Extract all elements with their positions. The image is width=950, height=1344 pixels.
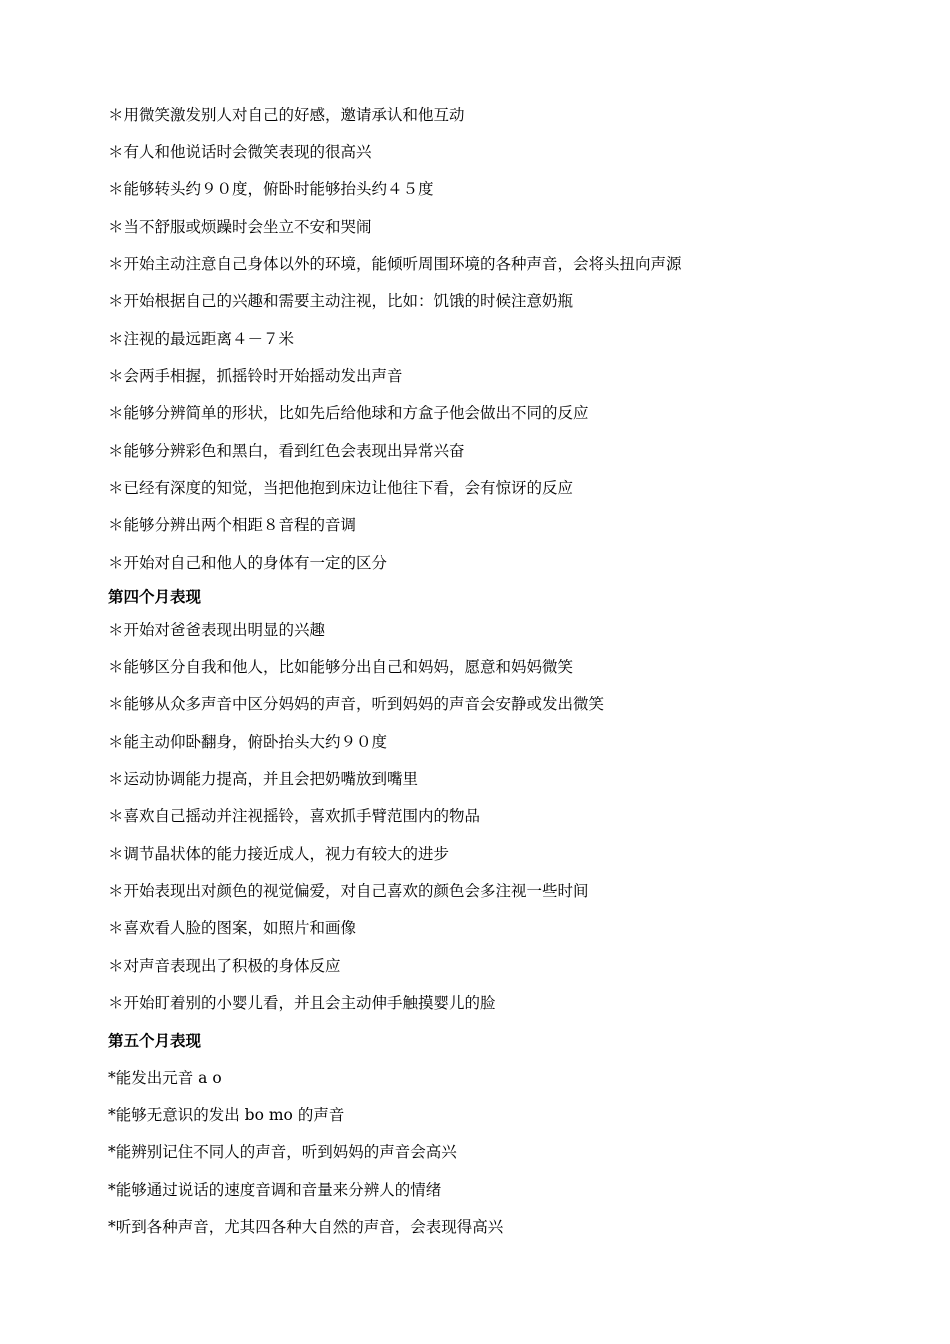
list-item: ＊运动协调能力提高，并且会把奶嘴放到嘴里 xyxy=(108,770,419,788)
list-item: ＊能够分辨简单的形状，比如先后给他球和方盒子他会做出不同的反应 xyxy=(108,404,589,422)
section-heading-month-five: 第五个月表现 xyxy=(108,1032,202,1050)
list-item: ＊用微笑激发别人对自己的好感，邀请承认和他互动 xyxy=(108,106,465,124)
list-item: ＊能主动仰卧翻身，俯卧抬头大约９０度 xyxy=(108,733,388,751)
list-item: ＊开始表现出对颜色的视觉偏爱，对自己喜欢的颜色会多注视一些时间 xyxy=(108,882,589,900)
list-item: ＊能够分辨彩色和黑白，看到红色会表现出异常兴奋 xyxy=(108,442,465,460)
list-item: ＊开始对爸爸表现出明显的兴趣 xyxy=(108,621,326,639)
list-item: *能够无意识的发出 bo mo 的声音 xyxy=(108,1106,345,1124)
list-item: ＊能够从众多声音中区分妈妈的声音，听到妈妈的声音会安静或发出微笑 xyxy=(108,695,605,713)
list-item: ＊已经有深度的知觉，当把他抱到床边让他往下看，会有惊讶的反应 xyxy=(108,479,574,497)
list-item: ＊能够分辨出两个相距８音程的音调 xyxy=(108,516,357,534)
list-item: ＊注视的最远距离４－７米 xyxy=(108,330,295,348)
list-item: ＊开始根据自己的兴趣和需要主动注视，比如：饥饿的时候注意奶瓶 xyxy=(108,292,574,310)
list-item: ＊能够区分自我和他人，比如能够分出自己和妈妈，愿意和妈妈微笑 xyxy=(108,658,574,676)
list-item: ＊能够转头约９０度，俯卧时能够抬头约４５度 xyxy=(108,180,434,198)
list-item: ＊当不舒服或烦躁时会坐立不安和哭闹 xyxy=(108,218,372,236)
list-item: *能够通过说话的速度音调和音量来分辨人的情绪 xyxy=(108,1181,442,1199)
list-item: ＊对声音表现出了积极的身体反应 xyxy=(108,957,341,975)
section-heading-month-four: 第四个月表现 xyxy=(108,588,202,606)
list-item: ＊开始盯着别的小婴儿看，并且会主动伸手触摸婴儿的脸 xyxy=(108,994,496,1012)
list-item: ＊开始对自己和他人的身体有一定的区分 xyxy=(108,554,388,572)
list-item: *能辨别记住不同人的声音，听到妈妈的声音会高兴 xyxy=(108,1143,457,1161)
list-item: ＊喜欢看人脸的图案，如照片和画像 xyxy=(108,919,357,937)
list-item: ＊有人和他说话时会微笑表现的很高兴 xyxy=(108,143,372,161)
list-item: *听到各种声音，尤其四各种大自然的声音，会表现得高兴 xyxy=(108,1218,504,1236)
list-item: ＊开始主动注意自己身体以外的环境，能倾听周围环境的各种声音，会将头扭向声源 xyxy=(108,255,682,273)
list-item: ＊调节晶状体的能力接近成人，视力有较大的进步 xyxy=(108,845,450,863)
list-item: ＊会两手相握，抓摇铃时开始摇动发出声音 xyxy=(108,367,403,385)
list-item: ＊喜欢自己摇动并注视摇铃，喜欢抓手臂范围内的物品 xyxy=(108,807,481,825)
list-item: *能发出元音 a o xyxy=(108,1069,222,1087)
